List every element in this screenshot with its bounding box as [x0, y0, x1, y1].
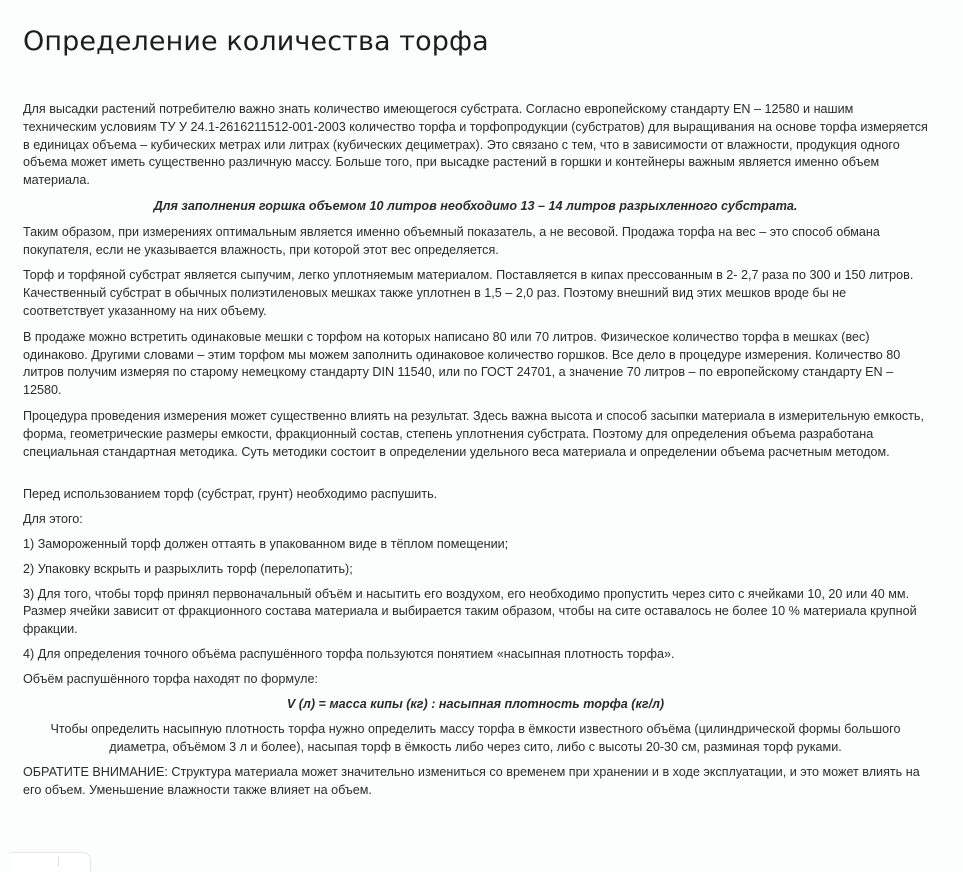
list-item-step-1: 1) Замороженный торф должен оттаять в упакованном виде в тёплом помещении; [23, 536, 509, 551]
formula-intro: Объём распушённого торфа находят по формуле: [23, 671, 319, 686]
list-item-step-2: 2) Упаковку вскрыть и разрыхлить торф (перелопатить); [23, 561, 353, 576]
paragraph-for-this: Для этого: [23, 512, 83, 527]
paragraph-attention: ОБРАТИТЕ ВНИМАНИЕ: Структура материала может значительно измениться со временем при хранении и в ходе эксплуатации, и это может влиять на его объем. Уменьшение влажности также влияет на объем. [23, 764, 920, 797]
paragraph-measurement-procedure: Процедура проведения измерения может существенно влиять на результат. Здесь важна высота и способ засыпки материала в измерительную емкость, форма, геометрические размеры емкости, фракционный состав, степень уплотнения субстрата. Поэтому для определения объема разработана специальная стандартная методика. Суть методики состоит в определении удельного веса материала и определении объема расчетным методом. [23, 408, 924, 459]
paragraph-density-note: Чтобы определить насыпную плотность торфа нужно определить массу торфа в ёмкости известного объёма (цилиндрической формы большого диаметра, объёмом 3 л и более), насыпая торф в ёмкость либо через сито, либо с высоты 20-30 см, разминая торф руками. [50, 722, 901, 755]
emphasis-note: Для заполнения горшка объемом 10 литров необходимо 13 – 14 литров разрыхленного субстрата. [153, 198, 798, 213]
formula: V (л) = масса кипы (кг) : насыпная плотность торфа (кг/л) [286, 696, 665, 711]
page-title: Определение количества торфа [23, 26, 489, 57]
paragraph-fluff-intro: Перед использованием торф (субстрат, грунт) необходимо распушить. [23, 487, 438, 502]
paragraph-volume-vs-weight: Таким образом, при измерениях оптимальным является именно объемный показатель, а не весовой. Продажа торфа на вес – это способ обмана покупателя, если не указывается влажность, при которой этот вес определяется. [23, 224, 880, 257]
footer-tab [10, 852, 91, 872]
list-item-step-3: 3) Для того, чтобы торф принял первоначальный объём и насытить его воздухом, его необходимо пропустить через сито с ячейками 10, 20 или 40 мм. Размер ячейки зависит от фракционного состава материала и выбирается таким образом, чтобы на сите оставалось не более 10 % материала крупной фракции. [23, 586, 917, 637]
paragraph-intro: Для высадки растений потребителю важно знать количество имеющегося субстрата. Согласно европейскому стандарту EN – 12580 и нашим техническим условиям ТУ У 24.1-2616211512-001-2003 количество торфа и торфопродукции (субстратов) для выращивания на основе торфа измеряется в единицах объема – кубических метрах или литрах (кубических дециметрах). Это связано с тем, что в зависимости от влажности, продукция одного объема может иметь существенно различную массу. Больше того, при высадке растений в горшки и контейнеры важным является именно объем материала. [23, 102, 928, 188]
list-item-step-4: 4) Для определения точного объёма распушённого торфа пользуются понятием «насыпная плотность торфа». [23, 646, 675, 661]
article-body [23, 101, 928, 800]
footer-divider [58, 856, 59, 866]
paragraph-standards: В продаже можно встретить одинаковые мешки с торфом на которых написано 80 или 70 литров. Физическое количество торфа в мешках (вес) одинаково. Другими словами – этим торфом мы можем заполнить одинаковое количество горшков. Все дело в процедуре измерения. Количество 80 литров получим измеряя по старому немецкому стандарту DIN 11540, или по ГОСТ 24701, а значение 70 литров – по европейскому стандарту EN – 12580. [23, 329, 901, 398]
paragraph-compression: Торф и торфяной субстрат является сыпучим, легко уплотняемым материалом. Поставляется в кипах прессованным в 2- 2,7 раза по 300 и 150 литров. Качественный субстрат в обычных полиэтиленовых мешках также уплотнен в 1,5 – 2,0 раз. Поэтому внешний вид этих мешков вроде бы не соответствует указанному на них объему. [23, 268, 914, 318]
